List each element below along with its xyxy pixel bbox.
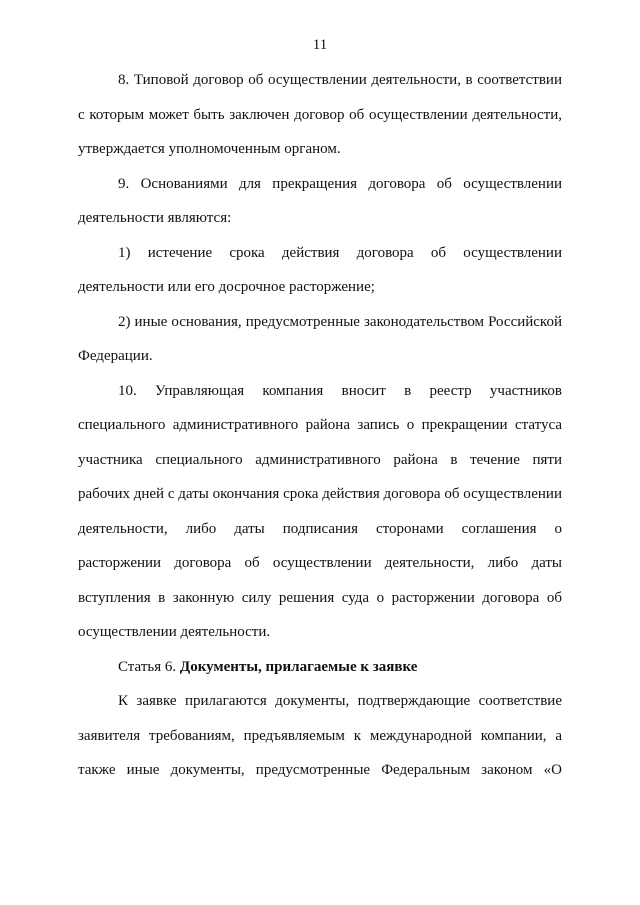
paragraph-9-item-2: 2) иные основания, предусмотренные законодательством Российской Федерации. xyxy=(78,313,562,364)
paragraph-9: 9. Основаниями для прекращения договора об осуществлении деятельности являются: xyxy=(78,175,562,226)
article-6-paragraph: К заявке прилагаются документы, подтверждающие соответствие заявителя требованиям, предъявляемым к международной компании, а также иные документы, предусмотренные Федеральным законом «О xyxy=(78,693,562,778)
article-6-heading xyxy=(78,650,562,685)
paragraph-8: 8. Типовой договор об осуществлении деятельности, в соответствии с которым может быть заключен договор об осуществлении деятельности, утверждается уполномоченным органом. xyxy=(78,72,562,157)
article-6-prefix: Статья 6. xyxy=(118,658,180,675)
paragraph-10: 10. Управляющая компания вносит в реестр участников специального административного района запись о прекращении статуса участника специального административного района в течение пяти рабочих дней с даты окончания срока действия договора об осуществлении деятельности, либо даты подписания сторонами соглашения о расторжении договора об осуществлении деятельности, либо даты вступления в законную силу решения суда о расторжении договора об осуществлении деятельности. xyxy=(78,382,562,640)
paragraph-9-item-1: 1) истечение срока действия договора об осуществлении деятельности или его досрочное расторжение; xyxy=(78,244,562,295)
document-body xyxy=(78,63,562,788)
article-6-title: Документы, прилагаемые к заявке xyxy=(179,658,418,675)
page-number: 11 xyxy=(312,37,328,53)
